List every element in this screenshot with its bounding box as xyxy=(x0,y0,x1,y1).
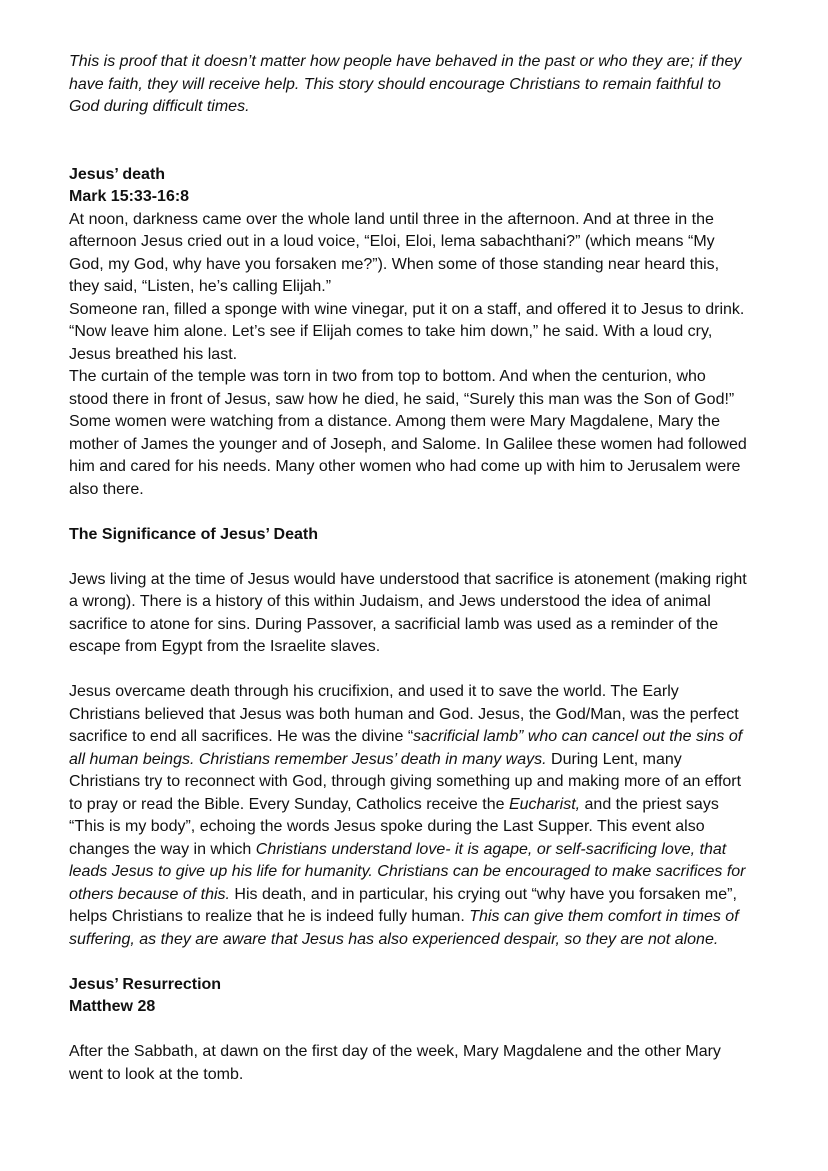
italic-text: Eucharist, xyxy=(508,795,581,813)
text-line xyxy=(69,884,809,907)
text-line xyxy=(69,51,809,74)
intro-conclusion-paragraph xyxy=(69,51,809,119)
text-line xyxy=(69,816,809,839)
body-text: Jews living at the time of Jesus would have understood that sacrifice is atonement (making right xyxy=(69,570,747,588)
text-line xyxy=(69,389,809,412)
text-line xyxy=(69,321,809,344)
body-text: Jesus overcame death through his crucifixion, and used it to save the world. The Early xyxy=(69,683,679,700)
text-line xyxy=(69,479,809,502)
text-line xyxy=(69,456,809,479)
text-line xyxy=(69,299,809,322)
italic-text: This can give them comfort in times of xyxy=(469,908,739,925)
paragraph-spacer xyxy=(69,119,809,164)
text-line xyxy=(69,164,809,187)
body-text: went to look at the tomb. xyxy=(69,1065,244,1083)
body-text: God, my God, why have you forsaken me?”). When some of those standing near heard this, xyxy=(69,255,720,273)
paragraph-spacer xyxy=(69,659,809,682)
body-text: During Lent, many xyxy=(546,750,682,768)
heading-text: Jesus’ death xyxy=(69,165,166,183)
body-text: The curtain of the temple was torn in two from top to bottom. And when the centurion, who xyxy=(69,368,706,385)
text-line xyxy=(69,186,809,209)
mark-passage-paragraph xyxy=(69,209,809,502)
body-text: His death, and in particular, his crying out “why have you forsaken me”, xyxy=(229,885,737,903)
text-line xyxy=(69,749,809,772)
body-text: escape from Egypt from the Israelite slaves. xyxy=(69,638,381,655)
body-text: also there. xyxy=(69,480,144,498)
body-text: “This is my body”, echoing the words Jesus spoke during the Last Supper. This event also xyxy=(69,818,705,835)
text-line xyxy=(69,681,809,704)
text-line xyxy=(69,344,809,367)
text-line xyxy=(69,974,809,997)
italic-text: others because of this. xyxy=(69,885,230,903)
text-line xyxy=(69,704,809,727)
italic-text: suffering, as they are aware that Jesus has also experienced despair, so they are not alone. xyxy=(69,930,719,948)
paragraph-spacer xyxy=(69,1019,809,1042)
body-text: At noon, darkness came over the whole land until three in the afternoon. And at three in the xyxy=(69,210,714,228)
text-line xyxy=(69,524,809,547)
text-line xyxy=(69,254,809,277)
text-line xyxy=(69,996,809,1019)
text-line xyxy=(69,231,809,254)
paragraph-spacer xyxy=(69,546,809,569)
text-line xyxy=(69,726,809,749)
italic-text: leads Jesus to give up his life for humanity. Christians can be encouraged to make sacrifices for xyxy=(69,863,746,880)
text-line xyxy=(69,411,809,434)
text-line xyxy=(69,96,809,119)
italic-text: sacrificial lamb” who can cancel out the sins of xyxy=(413,728,743,745)
text-line xyxy=(69,434,809,457)
italic-text: have faith, they will receive help. This story should encourage Christians to remain faithful to xyxy=(69,75,721,93)
paragraph-spacer xyxy=(69,951,809,974)
section-heading-significance xyxy=(69,524,809,547)
heading-text: Matthew 28 xyxy=(69,998,156,1015)
body-text: “Now leave him alone. Let’s see if Elijah comes to take him down,” he said. With a loud cry, xyxy=(69,323,713,340)
body-text: and the priest says xyxy=(580,795,719,813)
text-line xyxy=(69,906,809,929)
text-line xyxy=(69,366,809,389)
text-line xyxy=(69,591,809,614)
body-text: they said, “Listen, he’s calling Elijah.” xyxy=(69,278,332,295)
text-line xyxy=(69,569,809,592)
italic-text: all human beings. Christians remember Jesus’ death in many ways. xyxy=(69,750,547,768)
text-line xyxy=(69,276,809,299)
text-line xyxy=(69,1041,809,1064)
significance-paragraph-1 xyxy=(69,569,809,659)
body-text: Christians believed that Jesus was both human and God. Jesus, the God/Man, was the perfect xyxy=(69,705,739,723)
heading-text: The Significance of Jesus’ Death xyxy=(69,525,318,543)
body-text: stood there in front of Jesus, saw how he died, he said, “Surely this man was the Son of God!” xyxy=(69,390,735,408)
matthew-passage-paragraph xyxy=(69,1041,809,1086)
body-text: changes the way in which xyxy=(69,840,256,858)
text-line xyxy=(69,636,809,659)
text-line xyxy=(69,74,809,97)
significance-paragraph-2 xyxy=(69,681,809,951)
section-heading-jesus-death xyxy=(69,164,809,209)
paragraph-spacer xyxy=(69,501,809,524)
text-line xyxy=(69,1064,809,1087)
body-text: After the Sabbath, at dawn on the first day of the week, Mary Magdalene and the other Mary xyxy=(69,1043,721,1060)
text-line xyxy=(69,861,809,884)
body-text: a wrong). There is a history of this within Judaism, and Jews understood the idea of animal xyxy=(69,593,711,610)
text-line xyxy=(69,209,809,232)
heading-text: Jesus’ Resurrection xyxy=(69,975,222,993)
text-line xyxy=(69,929,809,952)
text-line xyxy=(69,771,809,794)
body-text: afternoon Jesus cried out in a loud voice, “Eloi, Eloi, lema sabachthani?” (which means “My xyxy=(69,233,715,250)
body-text: sacrifice to end all sacrifices. He was the divine “ xyxy=(69,728,414,745)
body-text: Someone ran, filled a sponge with wine vinegar, put it on a staff, and offered it to Jesus to drink. xyxy=(69,300,745,318)
italic-text: This is proof that it doesn’t matter how people have behaved in the past or who they are; if they xyxy=(69,53,742,70)
text-line xyxy=(69,614,809,637)
text-line xyxy=(69,794,809,817)
body-text: Christians try to reconnect with God, through giving something up and making more of an effort xyxy=(69,773,742,790)
body-text: him and cared for his needs. Many other women who had come up with him to Jerusalem were xyxy=(69,458,741,475)
section-heading-resurrection xyxy=(69,974,809,1019)
body-text: Some women were watching from a distance. Among them were Mary Magdalene, Mary the xyxy=(69,413,720,430)
body-text: Jesus breathed his last. xyxy=(69,345,238,363)
body-text: to pray or read the Bible. Every Sunday, Catholics receive the xyxy=(69,795,509,813)
italic-text: God during difficult times. xyxy=(69,98,250,115)
italic-text: Christians understand love- it is agape, or self-sacrificing love, that xyxy=(255,840,727,858)
body-text: mother of James the younger and of Joseph, and Salome. In Galilee these women had followed xyxy=(69,435,747,453)
text-line xyxy=(69,839,809,862)
heading-text: Mark 15:33-16:8 xyxy=(69,188,190,205)
body-text: helps Christians to realize that he is indeed fully human. xyxy=(69,908,470,925)
document-page xyxy=(69,51,809,1086)
body-text: sacrifice to atone for sins. During Passover, a sacrificial lamb was used as a reminder of the xyxy=(69,615,719,633)
